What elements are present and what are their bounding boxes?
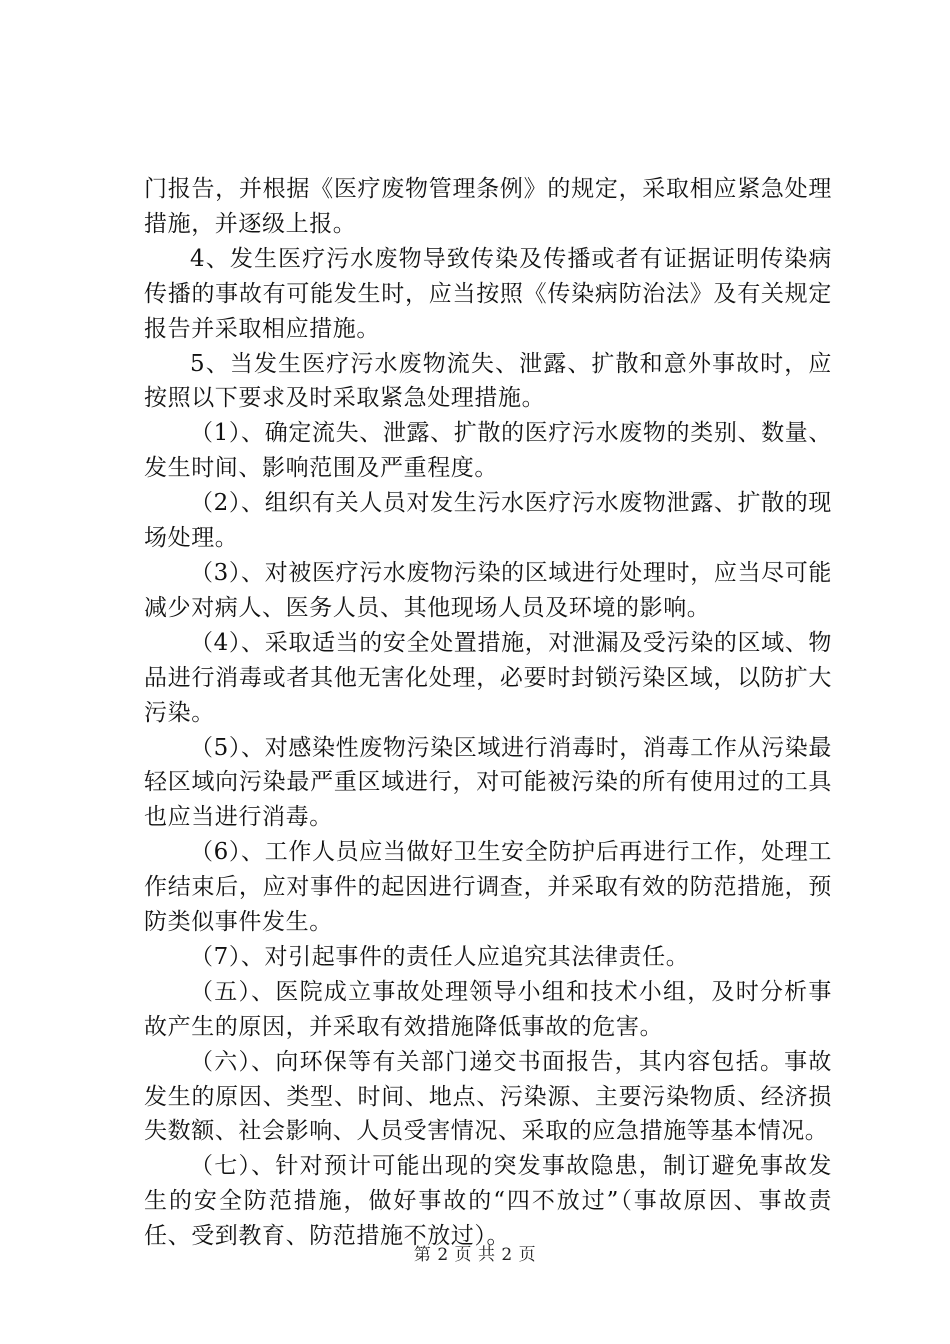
- paragraph: 5、当发生医疗污水废物流失、泄露、扩散和意外事故时，应按照以下要求及时采取紧急处理措施。: [144, 350, 832, 412]
- document-body: [144, 172, 832, 1254]
- page-footer: [0, 1240, 950, 1265]
- paragraph: （六）、向环保等有关部门递交书面报告，其内容包括。事故发生的原因、类型、时间、地点、污染源、主要污染物质、经济损失数额、社会影响、人员受害情况、采取的应急措施等基本情况。: [144, 1048, 832, 1145]
- paragraph: （6）、工作人员应当做好卫生安全防护后再进行工作，处理工作结束后，应对事件的起因进行调查，并采取有效的防范措施，预防类似事件发生。: [144, 839, 832, 936]
- paragraph: （2）、组织有关人员对发生污水医疗污水废物泄露、扩散的现场处理。: [144, 490, 832, 552]
- paragraph: （七）、针对预计可能出现的突发事故隐患，制订避免事故发生的安全防范措施，做好事故的“四不放过”（事故原因、事故责任、受到教育、防范措施不放过）。: [144, 1153, 832, 1250]
- paragraph: 4、发生医疗污水废物导致传染及传播或者有证据证明传染病传播的事故有可能发生时，应当按照《传染病防治法》及有关规定报告并采取相应措施。: [144, 245, 832, 342]
- paragraph: （4）、采取适当的安全处置措施，对泄漏及受污染的区域、物品进行消毒或者其他无害化处理，必要时封锁污染区域，以防扩大污染。: [144, 629, 832, 726]
- paragraph: （7）、对引起事件的责任人应追究其法律责任。: [190, 943, 690, 970]
- paragraph: （3）、对被医疗污水废物污染的区域进行处理时，应当尽可能减少对病人、医务人员、其他现场人员及环境的影响。: [144, 559, 832, 621]
- paragraph: 门报告，并根据《医疗废物管理条例》的规定，采取相应紧急处理措施，并逐级上报。: [144, 176, 832, 237]
- paragraph: （5）、对感染性废物污染区域进行消毒时，消毒工作从污染最轻区域向污染最严重区域进行，对可能被污染的所有使用过的工具也应当进行消毒。: [144, 734, 832, 831]
- paragraph: （1）、确定流失、泄露、扩散的医疗污水废物的类别、数量、发生时间、影响范围及严重程度。: [144, 420, 832, 482]
- paragraph: （五）、医院成立事故处理领导小组和技术小组，及时分析事故产生的原因，并采取有效措施降低事故的危害。: [144, 978, 832, 1040]
- page-number-label: 第 2 页 共 2 页: [413, 1245, 537, 1265]
